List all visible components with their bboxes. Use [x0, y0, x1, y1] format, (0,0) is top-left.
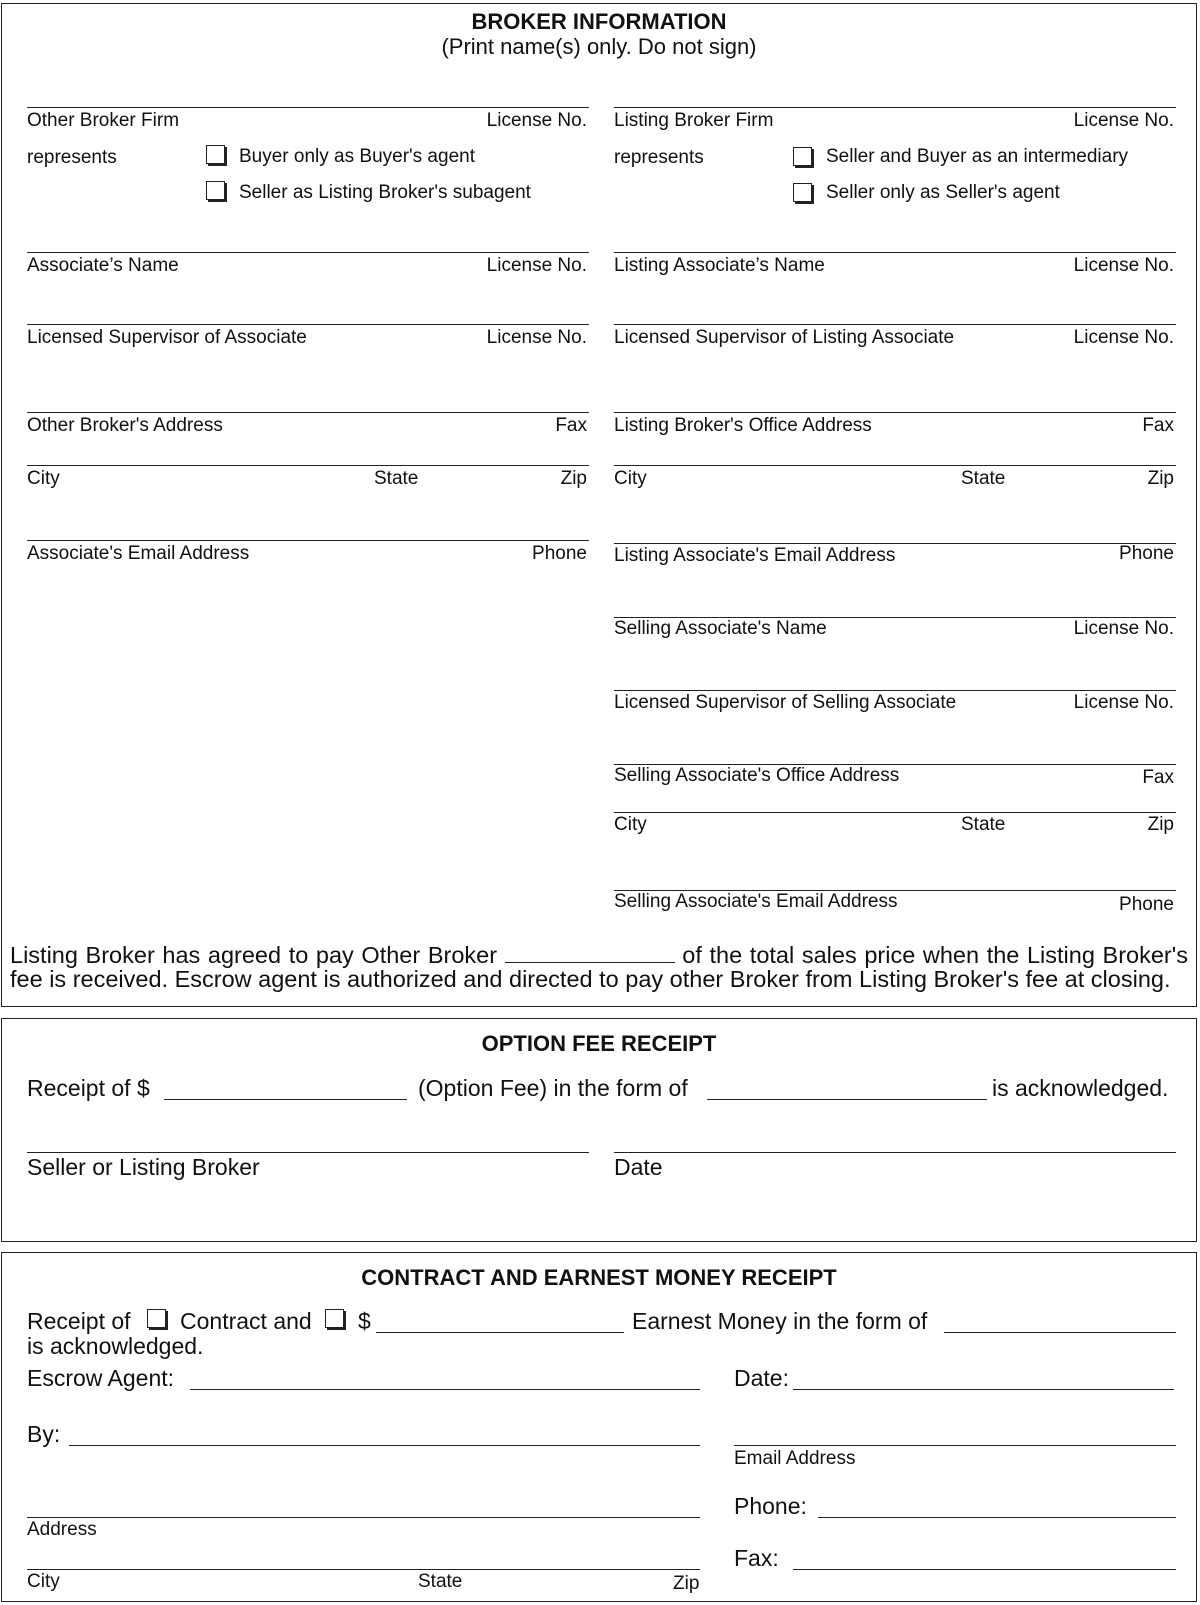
listing-associate-phone-label: Phone	[1119, 543, 1174, 564]
contract-earnest-money-section	[1, 1252, 1197, 1602]
selling-city-line[interactable]	[614, 812, 1176, 813]
listing-broker-firm-line[interactable]	[614, 107, 1176, 108]
selling-fax-label: Fax	[1142, 767, 1174, 788]
selling-associate-license-label: License No.	[1073, 618, 1174, 639]
selling-email-label: Selling Associate's Email Address	[614, 891, 898, 912]
broker-information-section	[1, 3, 1197, 1007]
listing-supervisor-line[interactable]	[614, 324, 1176, 325]
listing-associate-name-label: Listing Associate’s Name	[614, 255, 825, 276]
listing-broker-address-line[interactable]	[614, 412, 1176, 413]
associate-email-label: Associate's Email Address	[27, 543, 250, 564]
other-broker-state-label: State	[374, 468, 419, 489]
buyer-agent-label: Buyer only as Buyer's agent	[239, 146, 475, 167]
escrow-city-line[interactable]	[27, 1569, 700, 1570]
option-fee-receipt-section	[1, 1018, 1197, 1242]
listing-broker-city-line[interactable]	[614, 465, 1176, 466]
listing-associate-email-line[interactable]	[614, 543, 1176, 544]
associate-name-line[interactable]	[27, 252, 589, 253]
option-fee-form-text: (Option Fee) in the form of	[418, 1075, 688, 1101]
associate-license-label: License No.	[486, 255, 587, 276]
other-broker-city-line[interactable]	[27, 465, 589, 466]
seller-listing-broker-label: Seller or Listing Broker	[27, 1154, 260, 1180]
contract-date-label: Date:	[734, 1365, 789, 1391]
other-broker-license-label: License No.	[486, 110, 587, 131]
contract-and-text: Contract and	[180, 1308, 312, 1334]
broker-information-subtitle: (Print name(s) only. Do not sign)	[441, 34, 757, 59]
listing-associate-license-label: License No.	[1073, 255, 1174, 276]
earnest-money-checkbox[interactable]	[325, 1309, 344, 1328]
associate-phone-label: Phone	[532, 543, 587, 564]
selling-zip-label: Zip	[1147, 814, 1174, 835]
left-represents-label: represents	[27, 147, 117, 168]
listing-supervisor-label: Licensed Supervisor of Listing Associate	[614, 327, 955, 348]
fee-text-before: Listing Broker has agreed to pay Other Broker	[10, 942, 498, 968]
escrow-phone-label: Phone:	[734, 1493, 807, 1519]
option-date-line[interactable]	[614, 1152, 1176, 1153]
escrow-fax-line[interactable]	[793, 1569, 1176, 1570]
contract-checkbox[interactable]	[147, 1309, 166, 1328]
other-broker-city-label: City	[27, 468, 60, 489]
dollar-sign: $	[358, 1308, 371, 1334]
seller-agent-label: Seller only as Seller's agent	[826, 182, 1060, 203]
selling-supervisor-line[interactable]	[614, 690, 1176, 691]
associate-name-label: Associate’s Name	[27, 255, 179, 276]
contract-receipt-title: CONTRACT AND EARNEST MONEY RECEIPT	[361, 1265, 837, 1290]
option-fee-amount-line[interactable]	[164, 1099, 407, 1100]
by-line[interactable]	[69, 1445, 700, 1446]
selling-city-label: City	[614, 814, 647, 835]
buyer-agent-checkbox[interactable]	[206, 145, 225, 164]
listing-broker-license-label: License No.	[1073, 110, 1174, 131]
broker-fee-paragraph	[10, 943, 1188, 991]
other-broker-fax-label: Fax	[555, 415, 587, 436]
selling-address-label: Selling Associate's Office Address	[614, 765, 900, 786]
escrow-city-label: City	[27, 1571, 60, 1592]
listing-broker-city-label: City	[614, 468, 647, 489]
listing-broker-fax-label: Fax	[1142, 415, 1174, 436]
escrow-address-label: Address	[27, 1519, 97, 1540]
escrow-agent-label: Escrow Agent:	[27, 1365, 175, 1391]
escrow-phone-line[interactable]	[818, 1517, 1176, 1518]
listing-broker-state-label: State	[961, 468, 1006, 489]
escrow-state-label: State	[418, 1571, 463, 1592]
listing-broker-zip-label: Zip	[1147, 468, 1174, 489]
escrow-address-line[interactable]	[27, 1517, 700, 1518]
fee-amount-blank[interactable]	[505, 944, 675, 963]
other-broker-address-line[interactable]	[27, 412, 589, 413]
contract-date-line[interactable]	[793, 1389, 1174, 1390]
supervisor-line[interactable]	[27, 324, 589, 325]
escrow-email-line[interactable]	[734, 1445, 1176, 1446]
other-broker-firm-label: Other Broker Firm	[27, 110, 180, 131]
by-label: By:	[27, 1421, 61, 1447]
earnest-money-form-line[interactable]	[944, 1332, 1176, 1333]
associate-email-line[interactable]	[27, 540, 589, 541]
selling-supervisor-label: Licensed Supervisor of Selling Associate	[614, 692, 957, 713]
supervisor-label: Licensed Supervisor of Associate	[27, 327, 307, 348]
subagent-label: Seller as Listing Broker's subagent	[239, 182, 531, 203]
escrow-email-label: Email Address	[734, 1448, 856, 1469]
intermediary-label: Seller and Buyer as an intermediary	[826, 146, 1129, 167]
option-fee-title: OPTION FEE RECEIPT	[481, 1031, 717, 1056]
fee-text-after: of the total sales price when the Listing Broker's fee is received. Escrow agent is authorized and directed to pay other Broker from Listing Broker's fee at closing.	[10, 942, 1188, 992]
listing-associate-name-line[interactable]	[614, 252, 1176, 253]
earnest-money-form-text: Earnest Money in the form of	[632, 1308, 928, 1334]
other-broker-address-label: Other Broker's Address	[27, 415, 223, 436]
right-represents-label: represents	[614, 147, 704, 168]
escrow-zip-label: Zip	[673, 1573, 700, 1594]
seller-agent-checkbox[interactable]	[793, 183, 812, 202]
earnest-money-amount-line[interactable]	[376, 1332, 624, 1333]
listing-associate-email-label: Listing Associate's Email Address	[614, 545, 896, 566]
contract-acknowledged: is acknowledged.	[27, 1333, 204, 1359]
option-date-label: Date	[614, 1154, 663, 1180]
escrow-agent-line[interactable]	[190, 1389, 700, 1390]
selling-supervisor-license-label: License No.	[1073, 692, 1174, 713]
other-broker-firm-line[interactable]	[27, 107, 589, 108]
selling-associate-name-label: Selling Associate's Name	[614, 618, 827, 639]
other-broker-zip-label: Zip	[560, 468, 587, 489]
subagent-checkbox[interactable]	[206, 181, 225, 200]
option-acknowledged: is acknowledged.	[992, 1075, 1169, 1101]
option-receipt-of: Receipt of $	[27, 1075, 150, 1101]
selling-phone-label: Phone	[1119, 894, 1174, 915]
contract-receipt-of: Receipt of	[27, 1308, 131, 1334]
selling-state-label: State	[961, 814, 1006, 835]
listing-broker-address-label: Listing Broker's Office Address	[614, 415, 872, 436]
escrow-fax-label: Fax:	[734, 1545, 779, 1571]
option-fee-form-line[interactable]	[707, 1099, 987, 1100]
broker-information-title: BROKER INFORMATION	[471, 9, 727, 34]
seller-signature-line[interactable]	[27, 1152, 589, 1153]
listing-supervisor-license-label: License No.	[1073, 327, 1174, 348]
intermediary-checkbox[interactable]	[793, 147, 812, 166]
listing-broker-firm-label: Listing Broker Firm	[614, 110, 774, 131]
supervisor-license-label: License No.	[486, 327, 587, 348]
